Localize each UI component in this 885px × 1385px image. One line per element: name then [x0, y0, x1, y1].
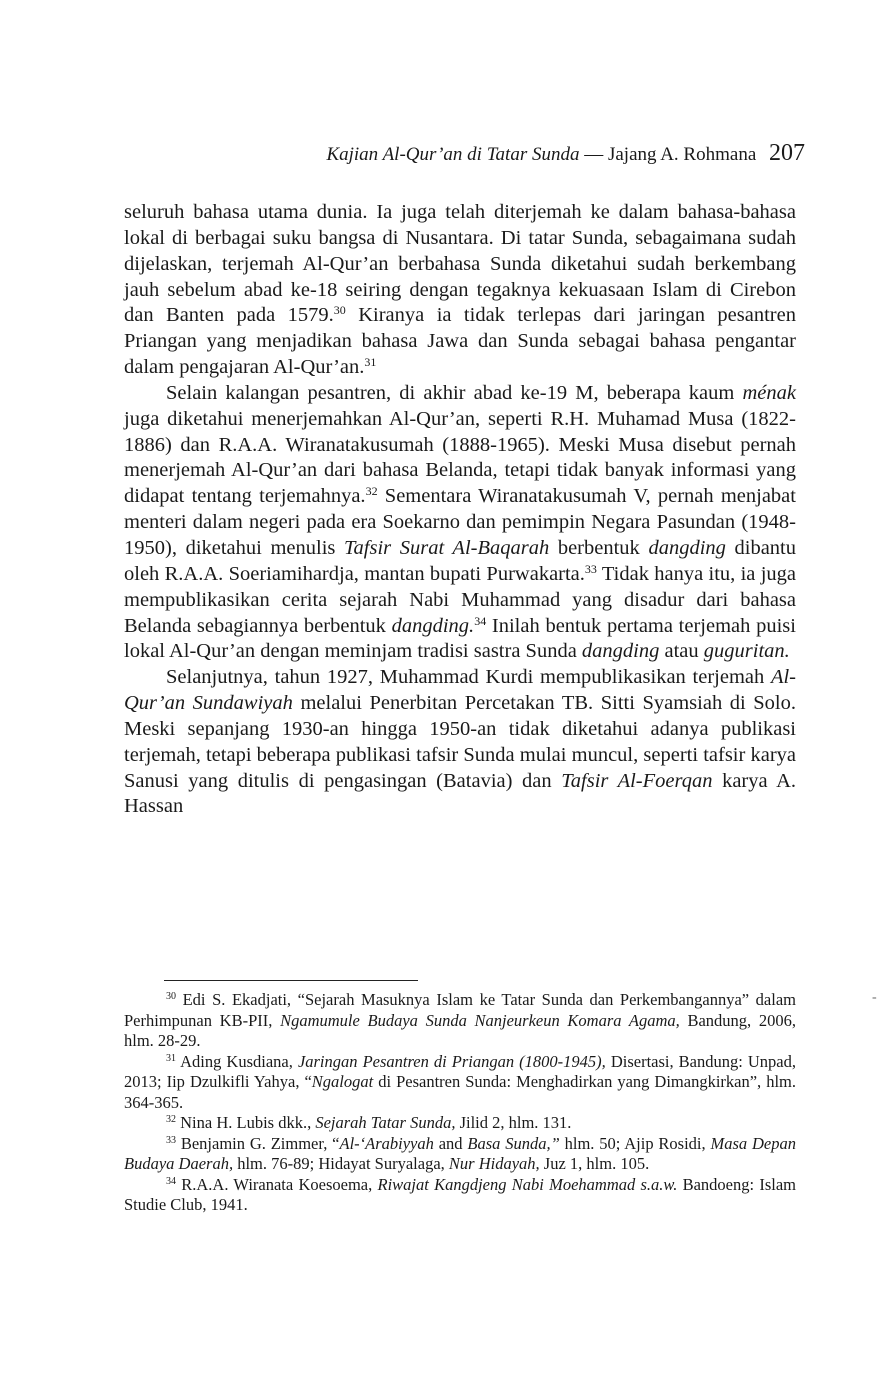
footnote-text: Jilid 2, hlm. 131. [455, 1113, 572, 1132]
footnote-ref-31: 31 [364, 355, 377, 370]
p2-text-h: atau [659, 640, 704, 663]
footnote-31 [124, 1052, 796, 1114]
footnote-italic: Ngamumule Budaya Sunda Nanjeurkeun Komara Agama, [280, 1010, 680, 1030]
header-author: Jajang A. Rohmana [607, 144, 757, 165]
p2-menak: ménak [742, 381, 796, 404]
footnote-text: Bandung, 2006, hlm. 28-29. [124, 1010, 796, 1050]
running-header [326, 140, 805, 167]
footnote-text: hlm. 76-89; Hidayat Suryalaga, [233, 1154, 449, 1173]
p2-text-g: Inilah bentuk pertama terjemah puisi lokal Al-Qur’an dengan meminjam tradisi sastra Sunda [124, 614, 796, 663]
p3-sundawiyah-title: Al-Qur’an Sundawiyah [124, 666, 796, 715]
p2-guguritan: guguritan. [703, 640, 790, 663]
p3-text-b: melalui Penerbitan Percetakan TB. Sitti Syamsiah di Solo. Meski sepanjang 1930-an hingga 1950-an tidak diketahui adanya publikasi terjemah, tetapi beberapa publikasi tafsir Sunda mulai muncul, seperti tafsir karya Sanusi yang ditulis di pengasingan (Batavia) dan [124, 692, 796, 792]
footnote-text: and [433, 1133, 468, 1153]
footnote-text: Benjamin G. Zimmer, “ [176, 1133, 340, 1153]
p1-text-a: seluruh bahasa utama dunia. Ia juga telah diterjemah ke dalam bahasa-bahasa lokal di berbagai suku bangsa di Nusantara. Di tatar Sunda, sebagaimana sudah dijelaskan, terjemah Al-Qur’an berbahasa Sunda diketahui sudah berkembang jauh sebelum abad ke-18 seiring dengan tegaknya kekuasaan Islam di Cirebon dan Banten pada 1579. [124, 201, 796, 327]
p2-text-a: Selain kalangan pesantren, di akhir abad ke-19 M, beberapa kaum [166, 381, 743, 404]
footnote-text: Juz 1, hlm. 105. [539, 1154, 650, 1173]
footnote-text: hlm. 50; Ajip Rosidi, [559, 1133, 711, 1153]
p3-text-c: karya A. Hassan [124, 769, 797, 818]
footnote-ref-32: 32 [365, 484, 378, 499]
footnote-italic: Jaringan Pesantren di Priangan (1800-1945), [297, 1051, 606, 1071]
footnote-number: 34 [166, 1175, 176, 1187]
footnote-32 [124, 1113, 796, 1134]
paragraph-2 [124, 381, 796, 665]
p1-text-b: Kiranya ia tidak terlepas dari jaringan pesantren Priangan yang menjadikan bahasa Jawa dan Sunda sebagai bahasa pengantar dalam pengajaran Al-Qur’an. [124, 304, 796, 379]
footnote-italic: Ngalogat [311, 1072, 374, 1091]
p2-dangding-3: dangding [581, 640, 660, 663]
footnote-34 [124, 1175, 796, 1216]
footnote-italic: Basa Sunda,” [467, 1133, 560, 1153]
footnote-divider [164, 980, 418, 981]
footnote-text: R.A.A. Wiranata Koesoema, [176, 1174, 378, 1194]
header-title: Kajian Al-Qur’an di Tatar Sunda [326, 144, 580, 165]
p2-text-d: berbentuk [549, 536, 649, 559]
footnote-ref-33: 33 [584, 561, 597, 576]
footnote-ref-30: 30 [333, 303, 346, 318]
footnote-text: Bandoeng: Islam Studie Club, 1941. [124, 1174, 796, 1214]
footnote-number: 33 [166, 1134, 176, 1146]
footnote-italic: Masa Depan Budaya Daerah, [124, 1133, 796, 1173]
footnote-italic: Nur Hidayah, [448, 1154, 540, 1173]
footnote-30 [124, 990, 796, 1052]
footnote-text: Edi S. Ekadjati, “Sejarah Masuknya Islam ke Tatar Sunda dan Perkembangannya” dalam Perhimpunan KB-PII, [124, 990, 796, 1030]
paragraph-3 [124, 665, 796, 820]
p2-dangding-1: dangding [648, 536, 726, 559]
footnote-italic: Sejarah Tatar Sunda, [315, 1113, 456, 1132]
p2-text-f: Tidak hanya itu, ia juga mempublikasikan cerita sejarah Nabi Muhammad yang disadur dari bahasa Belanda sebagiannya berbentuk [124, 562, 796, 637]
p3-text-a: Selanjutnya, tahun 1927, Muhammad Kurdi mempublikasikan terjemah [166, 666, 771, 689]
footnote-33 [124, 1134, 796, 1175]
main-text [124, 200, 796, 820]
header-dash: — [584, 144, 604, 165]
page-number: 207 [769, 140, 805, 166]
footnote-ref-34: 34 [474, 613, 487, 628]
footnote-italic: Riwajat Kangdjeng Nabi Moehammad s.a.w. [377, 1174, 678, 1194]
margin-mark: - [872, 990, 877, 1005]
p2-tafsir-title: Tafsir Surat Al-Baqarah [344, 536, 550, 559]
p3-foerqan-title: Tafsir Al-Foerqan [561, 769, 713, 792]
paragraph-1 [124, 200, 796, 381]
footnote-number: 30 [166, 991, 176, 1002]
footnote-text: Nina H. Lubis dkk., [176, 1113, 316, 1132]
footnote-text: Disertasi, Bandung: Unpad, 2013; Iip Dzulkifli Yahya, “ [124, 1051, 796, 1091]
footnote-text: Ading Kusdiana, [176, 1051, 298, 1071]
footnote-text: di Pesantren Sunda: Menghadirkan yang Dimangkirkan”, hlm. 364-365. [124, 1072, 796, 1112]
footnotes [124, 990, 796, 1216]
footnote-number: 32 [166, 1114, 176, 1125]
p2-text-b: juga diketahui menerjemahkan Al-Qur’an, seperti R.H. Muhamad Musa (1822-1886) dan R.A.A. Wiranatakusumah (1888-1965). Meski Musa disebut pernah menerjemah Al-Qur’an dari bahasa Belanda, tetapi tidak banyak informasi yang didapat tentang terjemahnya. [124, 407, 796, 508]
footnote-number: 31 [166, 1052, 176, 1064]
p2-dangding-2: dangding. [391, 614, 475, 637]
footnote-italic: Al-‘Arabiyyah [339, 1133, 434, 1153]
p2-text-c: Sementara Wiranatakusumah V, pernah menjabat menteri dalam negeri pada era Soekarno dan pemimpin Negara Pasundan (1948-1950), diketahui menulis [124, 485, 796, 559]
p2-text-e: dibantu oleh R.A.A. Soeriamihardja, mantan bupati Purwakarta. [124, 536, 796, 585]
